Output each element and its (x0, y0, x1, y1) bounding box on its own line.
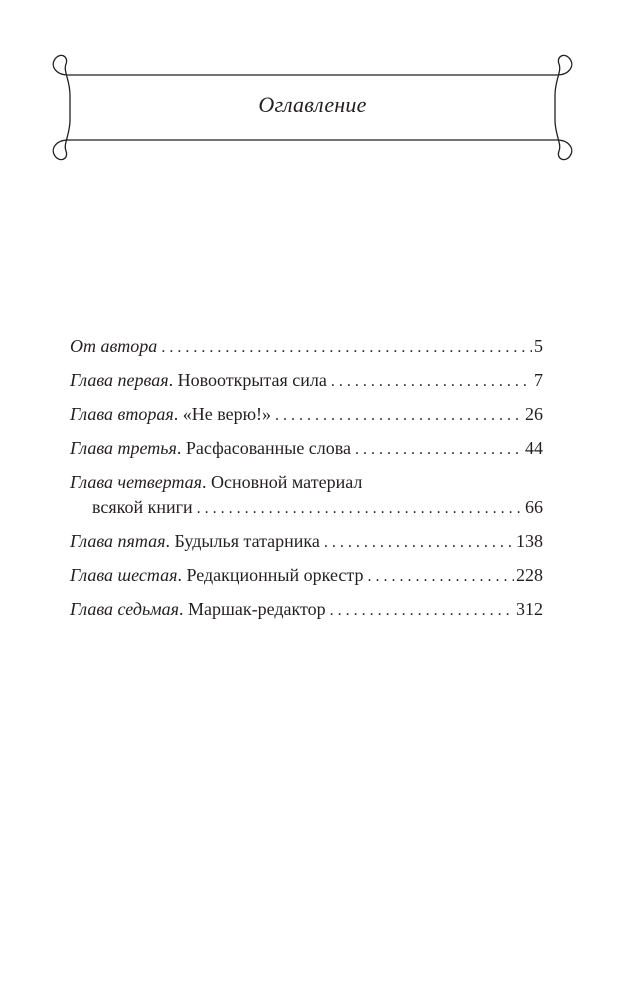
dot-leader (161, 338, 532, 358)
toc-entry-label: Глава первая (70, 370, 169, 390)
toc-entry-chapter-2[interactable]: Глава вторая . «Не верю!» . . . 26 (70, 404, 543, 426)
toc-page-number: 44 (525, 438, 543, 458)
toc-page-number: 5 (534, 336, 543, 356)
toc-entry-title-continued: всякой книги (92, 497, 193, 517)
dot-leader (331, 372, 532, 392)
toc-entry-label: Глава седьмая (70, 599, 179, 619)
toc-entry-title: Маршак-редактор (187, 599, 326, 619)
toc-page-number: 138 (516, 531, 543, 551)
toc-entry-chapter-4[interactable]: Глава четвертая. Основной материал всякой книги . . . 66 (70, 472, 543, 519)
dot-leader (197, 499, 523, 519)
toc-entry-title: Будылья татарника (174, 531, 320, 551)
toc-entry-chapter-1[interactable]: Глава первая . Новооткрытая сила . . . 7 (70, 370, 543, 392)
header-frame (0, 0, 625, 200)
dot-leader (367, 567, 514, 587)
dot-leader (275, 406, 523, 426)
dot-leader (355, 440, 523, 460)
toc-entry-title: Новооткрытая сила (177, 370, 327, 390)
toc-entry-title: Редакционный оркестр (186, 565, 364, 585)
toc-entry-title: «Не верю!» (182, 404, 272, 424)
toc-entry-chapter-3[interactable]: Глава третья . Расфасованные слова . . . 44 (70, 438, 543, 460)
toc-entry-label: Глава пятая (70, 531, 166, 551)
toc-page-number: 26 (525, 404, 543, 424)
toc-entry-preface[interactable] (70, 336, 543, 358)
toc-page-number: 66 (525, 497, 543, 517)
toc-entry-label: Глава четвертая (70, 472, 203, 492)
dot-leader (330, 601, 514, 621)
table-of-contents (70, 336, 543, 633)
toc-entry-label: Глава шестая (70, 565, 178, 585)
toc-entry-label: Глава третья (70, 438, 177, 458)
toc-entry-title: Расфасованные слова (185, 438, 352, 458)
toc-page-number: 7 (534, 370, 543, 390)
page-title: Оглавление (258, 92, 367, 117)
dot-leader (324, 533, 514, 553)
toc-page-number: 228 (516, 565, 543, 585)
toc-entry-chapter-7[interactable]: Глава седьмая . Маршак-редактор . . . 312 (70, 599, 543, 621)
toc-entry-chapter-5[interactable]: Глава пятая . Будылья татарника . . . 138 (70, 531, 543, 553)
toc-page-number: 312 (516, 599, 543, 619)
toc-entry-label: От автора (70, 336, 158, 356)
toc-entry-label: Глава вторая (70, 404, 174, 424)
toc-entry-chapter-6[interactable]: Глава шестая . Редакционный оркестр . . . 228 (70, 565, 543, 587)
toc-entry-title: Основной материал (211, 472, 363, 492)
